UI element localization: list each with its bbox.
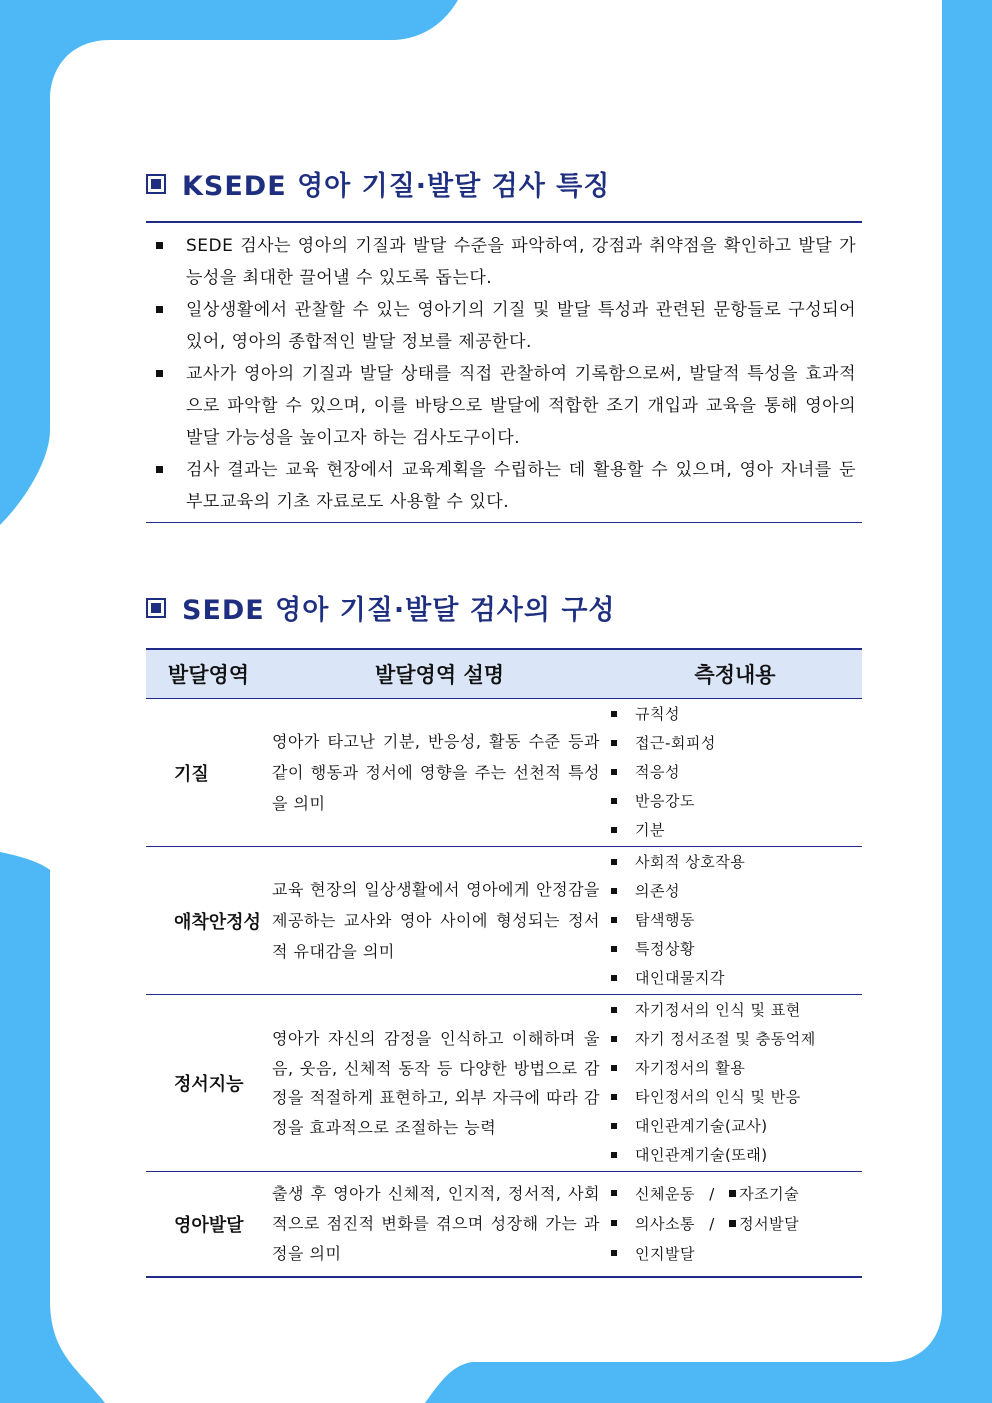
list-item: 자기정서의 인식 및 표현 [609, 996, 861, 1025]
list-item: 교사가 영아의 기질과 발달 상태를 직접 관찰하여 기록함으로써, 발달적 특성을 효과적으로 파악할 수 있으며, 이를 바탕으로 발달에 적합한 조기 개입과 교육을 통해 영아의 발달 가능성을 높이고자 하는 검사도구이다. [146, 358, 862, 454]
list-item: 적응성 [609, 758, 861, 787]
desc-cell: 영아가 자신의 감정을 인식하고 이해하며 울음, 웃음, 신체적 동작 등 다양한 방법으로 감정을 적절하게 표현하고, 외부 자극에 따라 감정을 효과적으로 조절하는 능력 [271, 995, 608, 1172]
area-cell: 영아발달 [146, 1172, 271, 1277]
list-item: SEDE 검사는 영아의 기질과 발달 수준을 파악하여, 강점과 취약점을 확인하고 발달 가능성을 최대한 끌어낼 수 있도록 돕는다. [146, 230, 862, 294]
desc-cell: 출생 후 영아가 신체적, 인지적, 정서적, 사회적으로 점진적 변화를 겪으며 성장해 가는 과정을 의미 [271, 1172, 608, 1277]
table-row [146, 699, 862, 847]
list-item: 의존성 [609, 877, 861, 906]
header-measure: 측정내용 [608, 649, 862, 699]
desc-cell: 교육 현장의 일상생활에서 영아에게 안정감을 제공하는 교사와 영아 사이에 형성되는 정서적 유대감을 의미 [271, 847, 608, 995]
square-bullet-icon [146, 598, 166, 618]
measure-cell [608, 847, 862, 995]
features-list [146, 230, 862, 518]
square-bullet-icon [729, 1220, 736, 1227]
list-item: 의사소통 / 정서발달 [609, 1209, 861, 1239]
square-bullet-icon [146, 174, 166, 194]
features-bottom-rule [146, 522, 862, 523]
list-item: 사회적 상호작용 [609, 848, 861, 877]
features-top-rule [146, 221, 862, 223]
area-cell: 기질 [146, 699, 271, 847]
list-item: 규칙성 [609, 700, 861, 729]
header-desc: 발달영역 설명 [271, 649, 608, 699]
section-title-composition [146, 588, 616, 627]
composition-table [146, 648, 862, 1278]
measure-cell [608, 699, 862, 847]
list-item: 탐색행동 [609, 906, 861, 935]
list-item: 접근-회피성 [609, 729, 861, 758]
list-item: 검사 결과는 교육 현장에서 교육계획을 수립하는 데 활용할 수 있으며, 영아 자녀를 둔 부모교육의 기초 자료로도 사용할 수 있다. [146, 454, 862, 518]
list-item: 대인관계기술(또래) [609, 1141, 861, 1170]
list-item: 인지발달 [609, 1239, 861, 1269]
area-cell: 애착안정성 [146, 847, 271, 995]
measure-cell [608, 995, 862, 1172]
list-item: 신체운동 / 자조기술 [609, 1179, 861, 1209]
area-cell: 정서지능 [146, 995, 271, 1172]
square-bullet-icon [729, 1190, 736, 1197]
measure-cell [608, 1172, 862, 1277]
list-item: 대인대물지각 [609, 964, 861, 993]
section-title-features [146, 164, 610, 203]
table-row [146, 847, 862, 995]
table-row [146, 1172, 862, 1277]
list-item: 일상생활에서 관찰할 수 있는 영아기의 기질 및 발달 특성과 관련된 문항들로 구성되어 있어, 영아의 종합적인 발달 정보를 제공한다. [146, 294, 862, 358]
list-item: 반응강도 [609, 787, 861, 816]
features-title-text: KSEDE 영아 기질·발달 검사 특징 [182, 171, 611, 202]
list-item: 자기 정서조절 및 충동억제 [609, 1025, 861, 1054]
header-area: 발달영역 [146, 649, 271, 699]
list-item: 대인관계기술(교사) [609, 1112, 861, 1141]
desc-cell: 영아가 타고난 기분, 반응성, 활동 수준 등과 같이 행동과 정서에 영향을 주는 선천적 특성을 의미 [271, 699, 608, 847]
table-header-row [146, 649, 862, 699]
list-item: 자기정서의 활용 [609, 1054, 861, 1083]
table-row [146, 995, 862, 1172]
list-item: 기분 [609, 816, 861, 845]
composition-title-text: SEDE 영아 기질·발달 검사의 구성 [182, 595, 616, 626]
list-item: 특정상황 [609, 935, 861, 964]
list-item: 타인정서의 인식 및 반응 [609, 1083, 861, 1112]
